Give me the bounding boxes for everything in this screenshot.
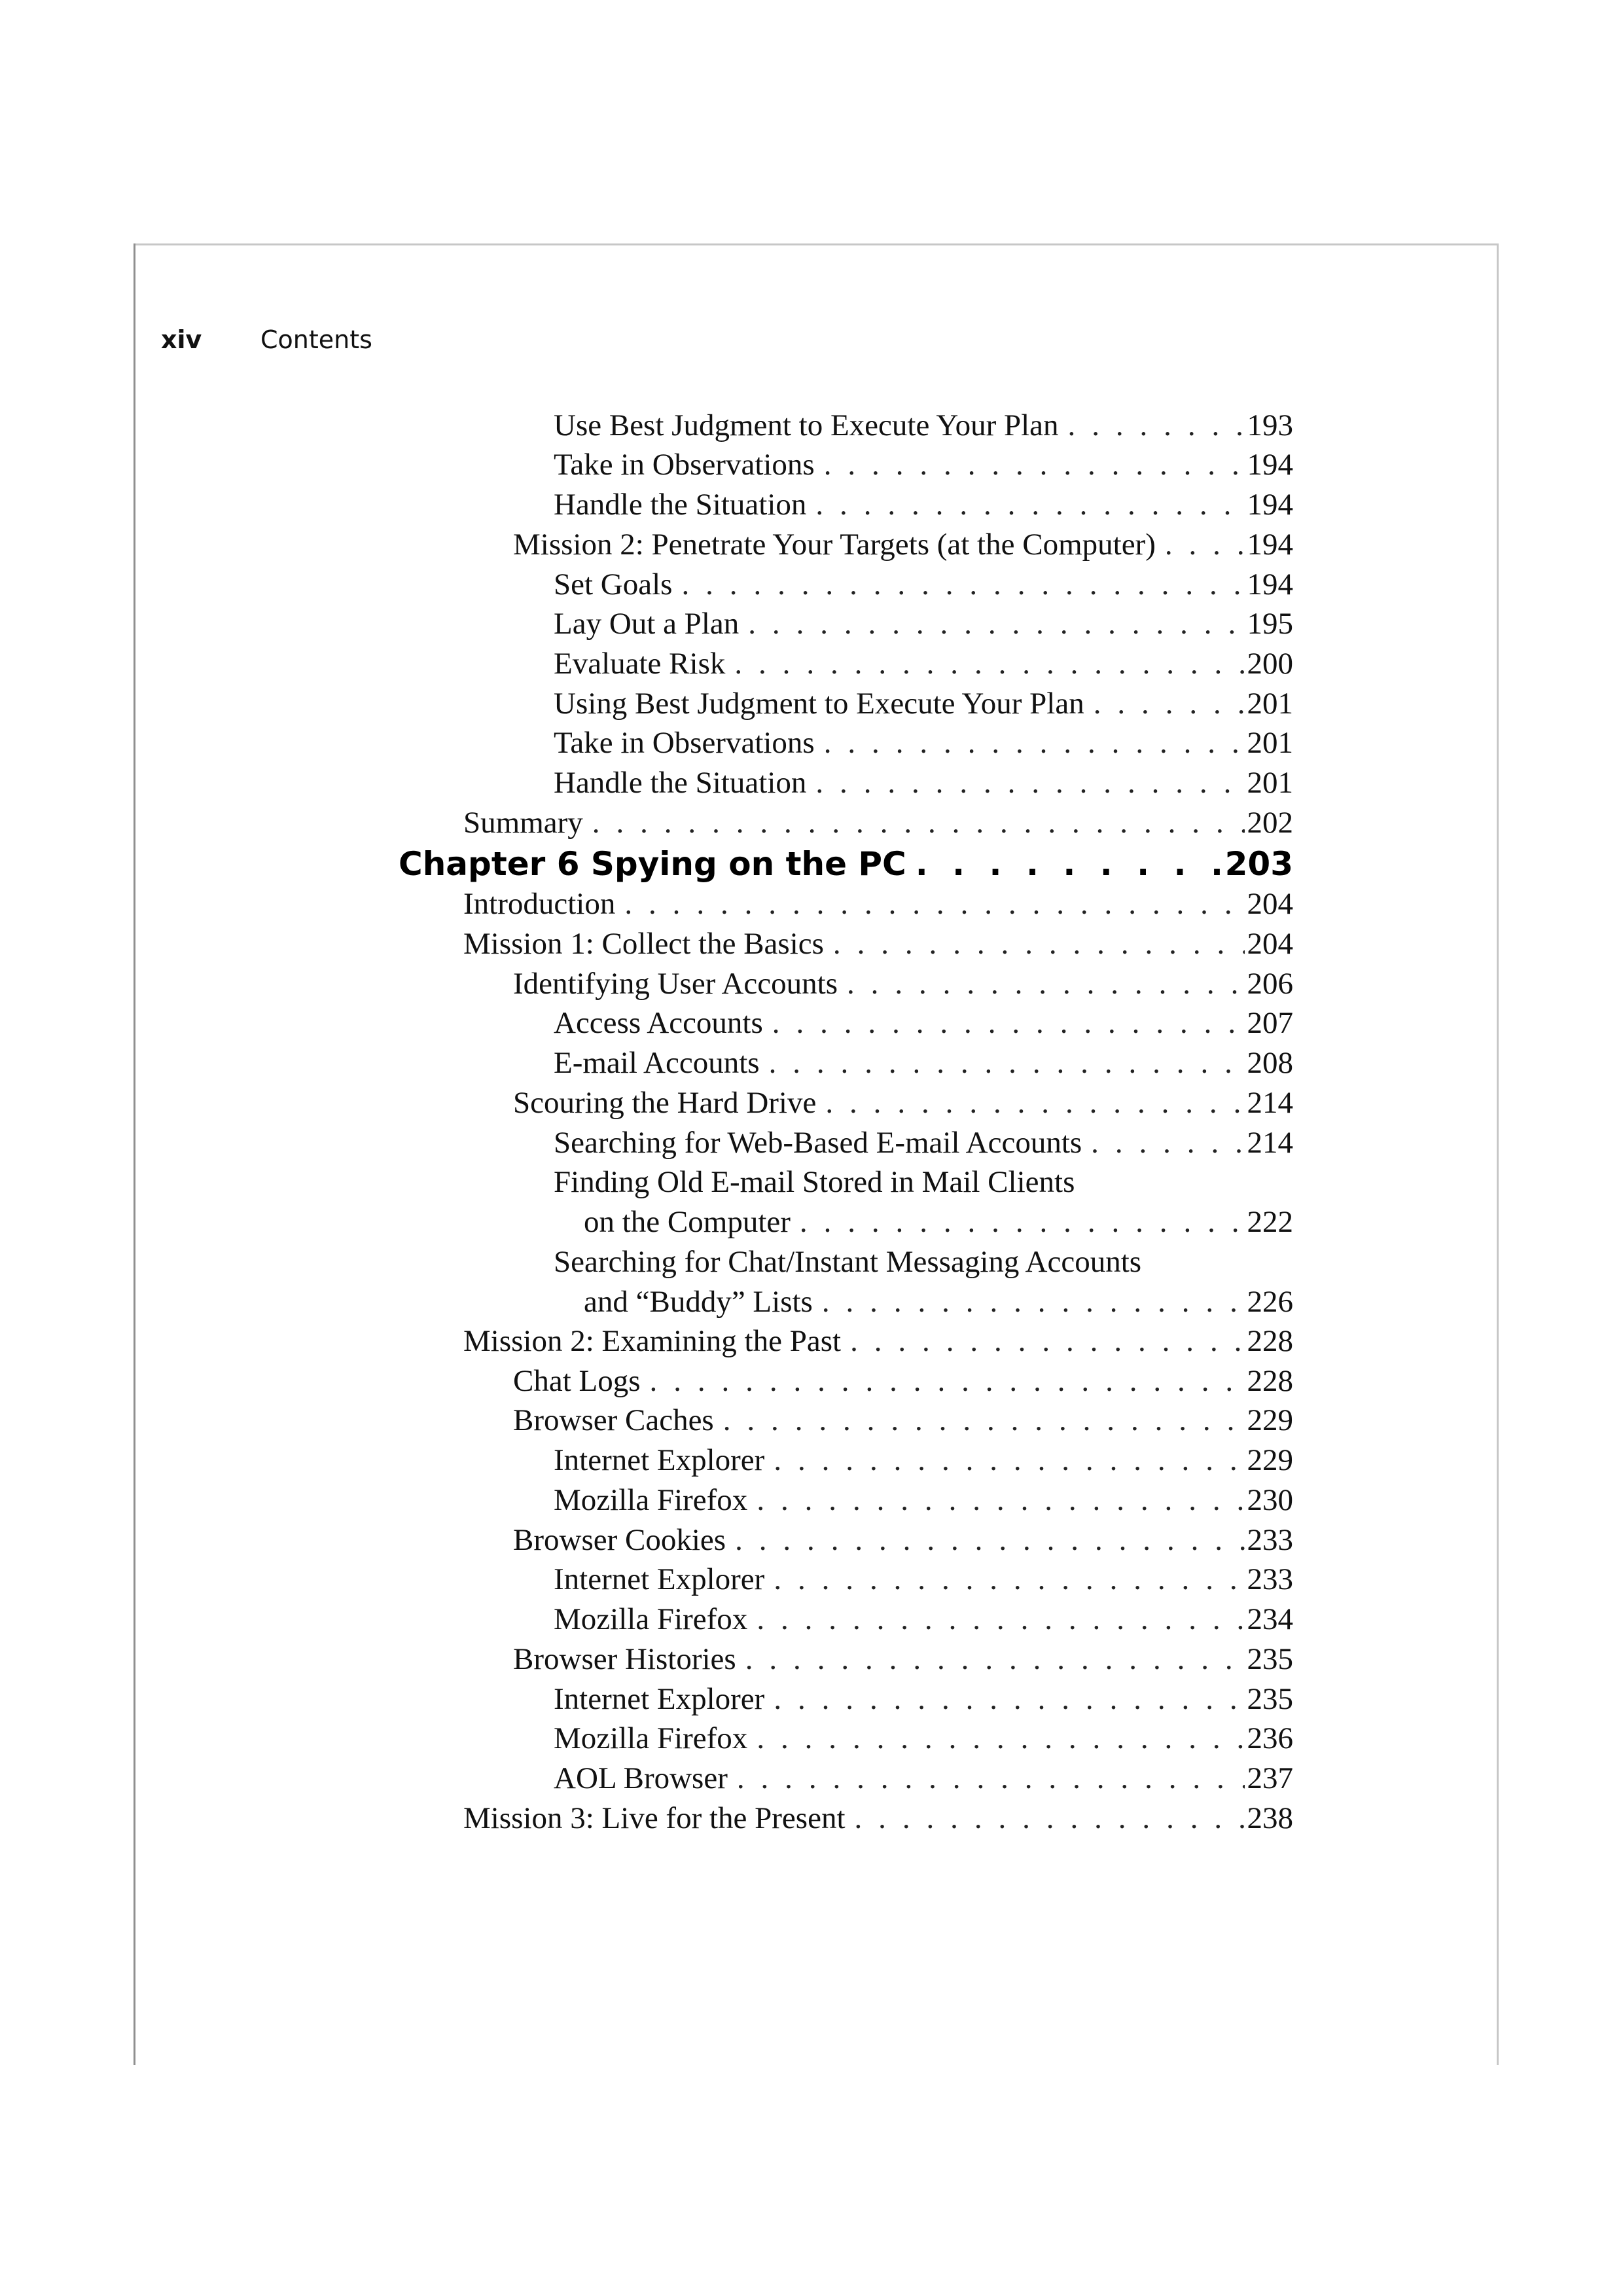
dot-leader (1094, 684, 1245, 724)
toc-page-number: 194 (1247, 448, 1293, 482)
dot-leader (815, 763, 1244, 803)
toc-page-number: 229 (1247, 1443, 1293, 1477)
toc-entry-title: Mission 2: Penetrate Your Targets (at the Computer) (513, 528, 1156, 562)
toc-entry-title: Lay Out a Plan (554, 607, 740, 641)
toc-entry[interactable] (554, 1600, 1293, 1640)
toc-entry-title: Mozilla Firefox (554, 1483, 748, 1517)
toc-entry-title: Introduction (463, 887, 616, 921)
dot-leader (757, 1480, 1244, 1520)
toc-page-number: 235 (1247, 1682, 1293, 1716)
toc-page-number: 193 (1247, 408, 1293, 442)
toc-entry-title: Mozilla Firefox (554, 1721, 748, 1755)
toc-entry-title: Using Best Judgment to Execute Your Plan (554, 687, 1084, 721)
dot-leader (815, 485, 1244, 525)
toc-entry[interactable] (463, 884, 1293, 924)
dot-leader (822, 1282, 1245, 1322)
toc-page-number: 228 (1247, 1364, 1293, 1398)
dot-leader (757, 1719, 1244, 1759)
toc-page-number: 214 (1247, 1086, 1293, 1120)
dot-leader (650, 1361, 1245, 1401)
toc-entry[interactable] (554, 644, 1293, 684)
toc-entry[interactable] (554, 1123, 1293, 1163)
toc-entry[interactable] (463, 1321, 1293, 1361)
toc-entry-title-continuation: and “Buddy” Lists (584, 1285, 813, 1319)
toc-page-number: 207 (1247, 1006, 1293, 1040)
toc-entry-title: Mozilla Firefox (554, 1602, 748, 1636)
dot-leader (774, 1441, 1244, 1480)
toc-entry[interactable] (513, 1401, 1293, 1441)
toc-entry[interactable] (554, 445, 1293, 485)
toc-entry[interactable] (513, 1640, 1293, 1679)
dot-leader (1091, 1123, 1244, 1163)
page-frame-top-rule (134, 243, 1499, 245)
toc-page-number: 237 (1247, 1761, 1293, 1795)
dot-leader (735, 1520, 1244, 1560)
toc-page-number: 228 (1247, 1324, 1293, 1358)
page-frame-left-rule (134, 243, 135, 2065)
toc-entry[interactable] (463, 1799, 1293, 1839)
toc-page-number: 206 (1247, 967, 1293, 1001)
toc-entry-title: Finding Old E-mail Stored in Mail Clients (554, 1165, 1075, 1199)
toc-entry[interactable] (554, 604, 1293, 644)
toc-entry-title: Evaluate Risk (554, 647, 726, 681)
toc-entry[interactable] (513, 1520, 1293, 1560)
dot-leader (825, 1083, 1244, 1123)
toc-page-number: 226 (1247, 1285, 1293, 1319)
dot-leader (681, 565, 1244, 605)
toc-entry[interactable] (513, 964, 1293, 1004)
toc-entry[interactable] (584, 1282, 1293, 1322)
toc-page-number: 201 (1247, 687, 1293, 721)
toc-page-number: 222 (1247, 1205, 1293, 1239)
toc-entry[interactable] (584, 1202, 1293, 1242)
dot-leader (850, 1321, 1244, 1361)
dot-leader (723, 1401, 1245, 1441)
toc-entry-title: Searching for Web-Based E-mail Accounts (554, 1126, 1082, 1160)
toc-entry-title: Browser Caches (513, 1403, 714, 1437)
toc-entry-title: AOL Browser (554, 1761, 728, 1795)
toc-entry-title: Handle the Situation (554, 766, 807, 800)
toc-page-number: 204 (1247, 887, 1293, 921)
toc-entry-title: Chapter 6 Spying on the PC (399, 845, 906, 883)
toc-entry-title: Handle the Situation (554, 488, 807, 522)
toc-page-number: 203 (1224, 845, 1293, 883)
dot-leader (592, 803, 1245, 843)
dot-leader (624, 884, 1244, 924)
toc-entry[interactable] (554, 1560, 1293, 1600)
toc-entry[interactable] (554, 1043, 1293, 1083)
dot-leader (855, 1799, 1245, 1839)
toc-entry[interactable] (554, 406, 1293, 446)
toc-page-number: 194 (1247, 567, 1293, 601)
toc-page-number: 214 (1247, 1126, 1293, 1160)
dot-leader (737, 1759, 1245, 1799)
toc-entry-title: Internet Explorer (554, 1682, 765, 1716)
toc-entry-title: Take in Observations (554, 726, 815, 760)
toc-page-number: 195 (1247, 607, 1293, 641)
toc-page-number: 201 (1247, 766, 1293, 800)
toc-entry-title: Set Goals (554, 567, 673, 601)
toc-entry[interactable] (554, 1441, 1293, 1480)
toc-entry-title: Take in Observations (554, 448, 815, 482)
dot-leader (769, 1043, 1245, 1083)
toc-page-number: 194 (1247, 488, 1293, 522)
toc-entry-title: Browser Cookies (513, 1523, 726, 1557)
toc-page-number: 238 (1247, 1801, 1293, 1835)
dot-leader (748, 604, 1244, 644)
toc-entry[interactable] (513, 1083, 1293, 1123)
toc-page-number: 201 (1247, 726, 1293, 760)
dot-leader (772, 1003, 1245, 1043)
toc-page-number: 235 (1247, 1642, 1293, 1676)
toc-page-number: 230 (1247, 1483, 1293, 1517)
toc-entry[interactable] (554, 723, 1293, 763)
toc-chapter-entry[interactable] (399, 844, 1293, 884)
toc-entry-title-continuation: on the Computer (584, 1205, 791, 1239)
dot-leader (774, 1560, 1244, 1600)
toc-entry-title: E-mail Accounts (554, 1046, 760, 1080)
dot-leader (1068, 406, 1245, 446)
dot-leader (916, 844, 1222, 884)
toc-entry-title: Access Accounts (554, 1006, 763, 1040)
dot-leader (824, 445, 1245, 485)
toc-entry-title: Chat Logs (513, 1364, 641, 1398)
toc-page-number: 233 (1247, 1562, 1293, 1596)
dot-leader (745, 1640, 1245, 1679)
dot-leader (734, 644, 1244, 684)
dot-leader (774, 1679, 1244, 1719)
toc-page-number: 234 (1247, 1602, 1293, 1636)
toc-entry-title: Mission 2: Examining the Past (463, 1324, 842, 1358)
toc-entry[interactable] (554, 565, 1293, 605)
page-frame-right-rule (1497, 243, 1499, 2065)
toc-entry-title: Mission 3: Live for the Present (463, 1801, 846, 1835)
running-title: Contents (260, 325, 372, 354)
toc-entry-title: Browser Histories (513, 1642, 736, 1676)
toc-page-number: 202 (1247, 806, 1293, 840)
dot-leader (824, 723, 1245, 763)
toc-entry[interactable] (513, 525, 1293, 565)
toc-entry[interactable] (513, 1361, 1293, 1401)
dot-leader (1165, 525, 1245, 565)
toc-entry[interactable] (554, 485, 1293, 525)
toc-entry[interactable] (554, 1719, 1293, 1759)
toc-entry-title: Scouring the Hard Drive (513, 1086, 817, 1120)
dot-leader (757, 1600, 1244, 1640)
toc-entry-title: Use Best Judgment to Execute Your Plan (554, 408, 1059, 442)
toc-entry[interactable] (554, 1003, 1293, 1043)
toc-entry-title: Identifying User Accounts (513, 967, 838, 1001)
toc-entry-title: Mission 1: Collect the Basics (463, 927, 824, 961)
dot-leader (800, 1202, 1245, 1242)
toc-entry-title: Searching for Chat/Instant Messaging Accounts (554, 1245, 1142, 1279)
toc-entry-title: Internet Explorer (554, 1443, 765, 1477)
toc-page-number: 236 (1247, 1721, 1293, 1755)
toc-page-number: 200 (1247, 647, 1293, 681)
toc-entry[interactable] (554, 1679, 1293, 1719)
toc-entry[interactable] (554, 684, 1293, 724)
dot-leader (833, 924, 1245, 964)
toc-entry-title: Summary (463, 806, 583, 840)
toc-entry[interactable] (463, 803, 1293, 843)
toc-page-number: 194 (1247, 528, 1293, 562)
toc-entry-title: Internet Explorer (554, 1562, 765, 1596)
toc-entry[interactable] (554, 763, 1293, 803)
toc-page-number: 233 (1247, 1523, 1293, 1557)
toc-page-number: 204 (1247, 927, 1293, 961)
toc-entry[interactable] (554, 1759, 1293, 1799)
dot-leader (847, 964, 1244, 1004)
page-folio: xiv (161, 325, 202, 354)
toc-entry[interactable] (554, 1480, 1293, 1520)
toc-page-number: 229 (1247, 1403, 1293, 1437)
toc-page-number: 208 (1247, 1046, 1293, 1080)
toc-entry[interactable] (463, 924, 1293, 964)
